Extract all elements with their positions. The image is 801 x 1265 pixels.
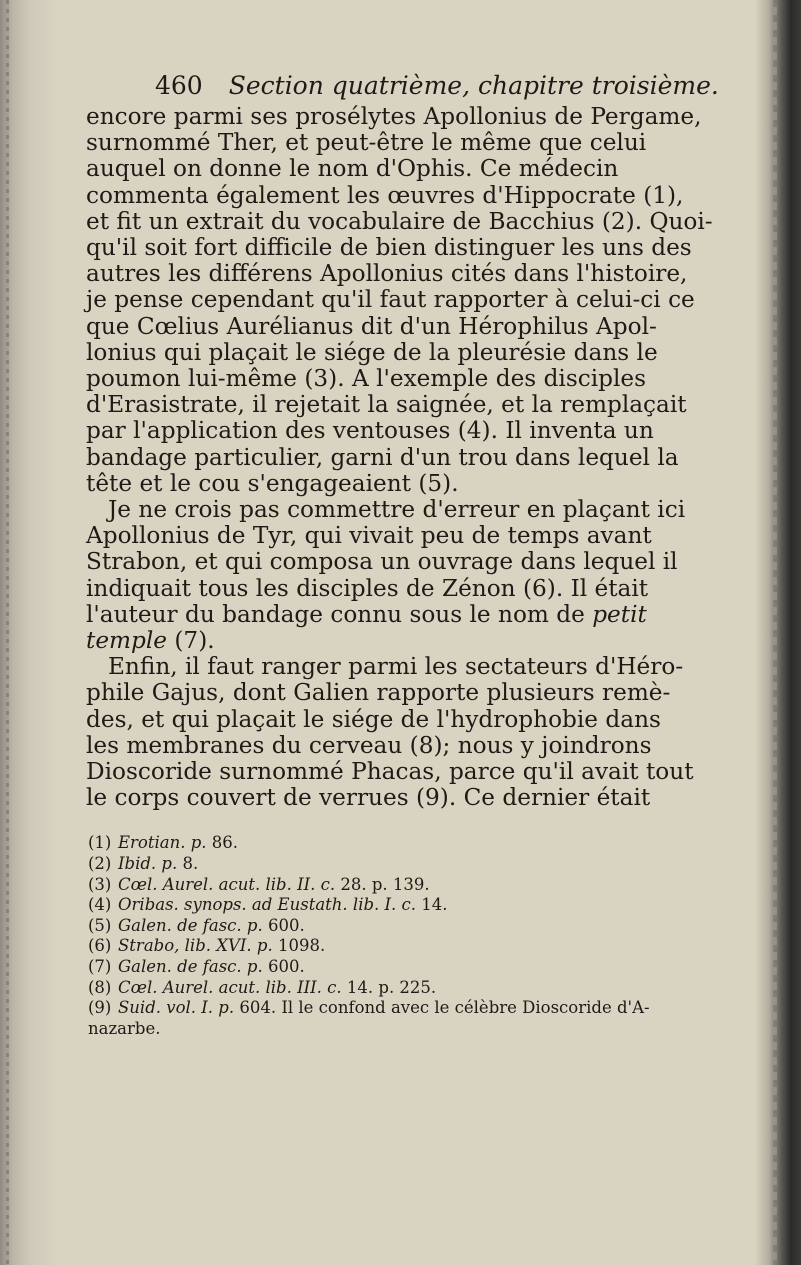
footnote-number: (7) [88, 957, 112, 977]
footnote [88, 936, 748, 957]
text-line: auquel on donne le nom d'Ophis. Ce médecin [86, 155, 619, 183]
footnote-ref: 8. [182, 854, 199, 874]
text-line: Strabon, et qui composa un ouvrage dans lequel il [86, 548, 678, 576]
text-line: encore parmi ses prosélytes Apollonius de Pergame, [86, 103, 702, 130]
footnote [88, 978, 748, 999]
text-line: surnommé Ther, et peut-être le même que celui [86, 129, 647, 157]
text-line: Je ne crois pas commettre d'erreur en plaçant ici [108, 496, 686, 524]
footnote [88, 916, 748, 937]
footnote [88, 833, 748, 854]
text-fragment: l'auteur du bandage connu sous le nom de [86, 600, 585, 628]
footnote-source: Galen. de fasc. p. [118, 957, 263, 977]
italic-term: temple [86, 627, 168, 655]
footnote-source: Ibid. p. [118, 854, 178, 874]
footnote-number: (2) [88, 854, 112, 874]
footnote [88, 998, 748, 1019]
text-line: tête et le cou s'engageaient (5). [86, 469, 459, 497]
footnote-number: (9) [88, 998, 112, 1018]
footnote-ref: 604. Il le confond avec le célèbre Dioscoride d'A- [239, 998, 650, 1018]
footnote-continuation: nazarbe. [88, 1018, 161, 1038]
footnote-source: Suid. vol. I. p. [118, 998, 235, 1018]
text-line: que Cœlius Aurélianus dit d'un Hérophilus Apol- [86, 312, 657, 340]
footnote-source: Strabo, lib. XVI. p. [118, 936, 273, 956]
main-text [86, 104, 746, 811]
footnote-ref: 600. [267, 915, 305, 935]
text-line: par l'application des ventouses (4). Il inventa un [86, 417, 654, 445]
text-line: autres les différens Apollonius cités dans l'histoire, [86, 260, 688, 288]
footnote-ref: 28. p. 139. [340, 874, 430, 894]
page-number: 460 [155, 71, 203, 100]
text-line: bandage particulier, garni d'un trou dans lequel la [86, 443, 679, 471]
book-page [70, 70, 760, 1039]
footnote-number: (8) [88, 977, 112, 997]
footnote-source: Oribas. synops. ad Eustath. lib. I. c. [118, 895, 417, 915]
text-line: les membranes du cerveau (8); nous y joindrons [86, 731, 652, 759]
text-line: des, et qui plaçait le siége de l'hydrophobie dans [86, 705, 661, 733]
footnote-ref: 14. [421, 895, 448, 915]
scan-left-margin [0, 0, 58, 1265]
running-header [155, 70, 760, 102]
text-line: qu'il soit fort difficile de bien distinguer les uns des [86, 234, 692, 262]
text-line-with-term [86, 628, 746, 654]
footnote-number: (5) [88, 915, 112, 935]
footnote-number: (1) [88, 833, 112, 853]
scan-binding-edge [755, 0, 801, 1265]
footnotes [88, 833, 748, 1039]
text-line: phile Gajus, dont Galien rapporte plusieurs remè- [86, 679, 671, 707]
footnote-source: Cœl. Aurel. acut. lib. II. c. [118, 874, 336, 894]
footnote [88, 854, 748, 875]
footnote-number: (3) [88, 874, 112, 894]
italic-term: petit [592, 600, 647, 628]
footnote-number: (4) [88, 895, 112, 915]
text-line: Dioscoride surnommé Phacas, parce qu'il avait tout [86, 758, 694, 786]
text-line: poumon lui-même (3). A l'exemple des disciples [86, 365, 647, 393]
footnote-source: Erotian. p. [118, 833, 207, 853]
footnote-ref: 86. [211, 833, 239, 853]
footnote [88, 895, 748, 916]
text-line-with-term [86, 602, 746, 628]
footnote-source: Cœl. Aurel. acut. lib. III. c. [118, 977, 342, 997]
footnote-ref: 600. [267, 957, 305, 977]
text-fragment: (7). [174, 627, 215, 655]
footnote-ref: 14. p. 225. [346, 977, 437, 997]
text-line: lonius qui plaçait le siége de la pleurésie dans le [86, 338, 658, 366]
text-line: d'Erasistrate, il rejetait la saignée, et la remplaçait [86, 391, 687, 419]
footnote-source: Galen. de fasc. p. [118, 915, 263, 935]
text-line: le corps couvert de verrues (9). Ce dernier était [86, 784, 651, 812]
text-line: Apollonius de Tyr, qui vivait peu de temps avant [86, 522, 652, 550]
text-line: et fit un extrait du vocabulaire de Bacchius (2). Quoi- [86, 207, 713, 235]
text-line: je pense cependant qu'il faut rapporter à celui-ci ce [86, 286, 695, 314]
text-line: Enfin, il faut ranger parmi les sectateurs d'Héro- [108, 653, 684, 681]
footnote-number: (6) [88, 936, 112, 956]
text-line: commenta également les œuvres d'Hippocrate (1), [86, 181, 684, 209]
text-line: indiquait tous les disciples de Zénon (6). Il était [86, 574, 649, 602]
running-title: Section quatrième, chapitre troisième. [228, 71, 719, 100]
footnote-ref: 1098. [277, 936, 326, 956]
footnote [88, 957, 748, 978]
footnote [88, 875, 748, 896]
